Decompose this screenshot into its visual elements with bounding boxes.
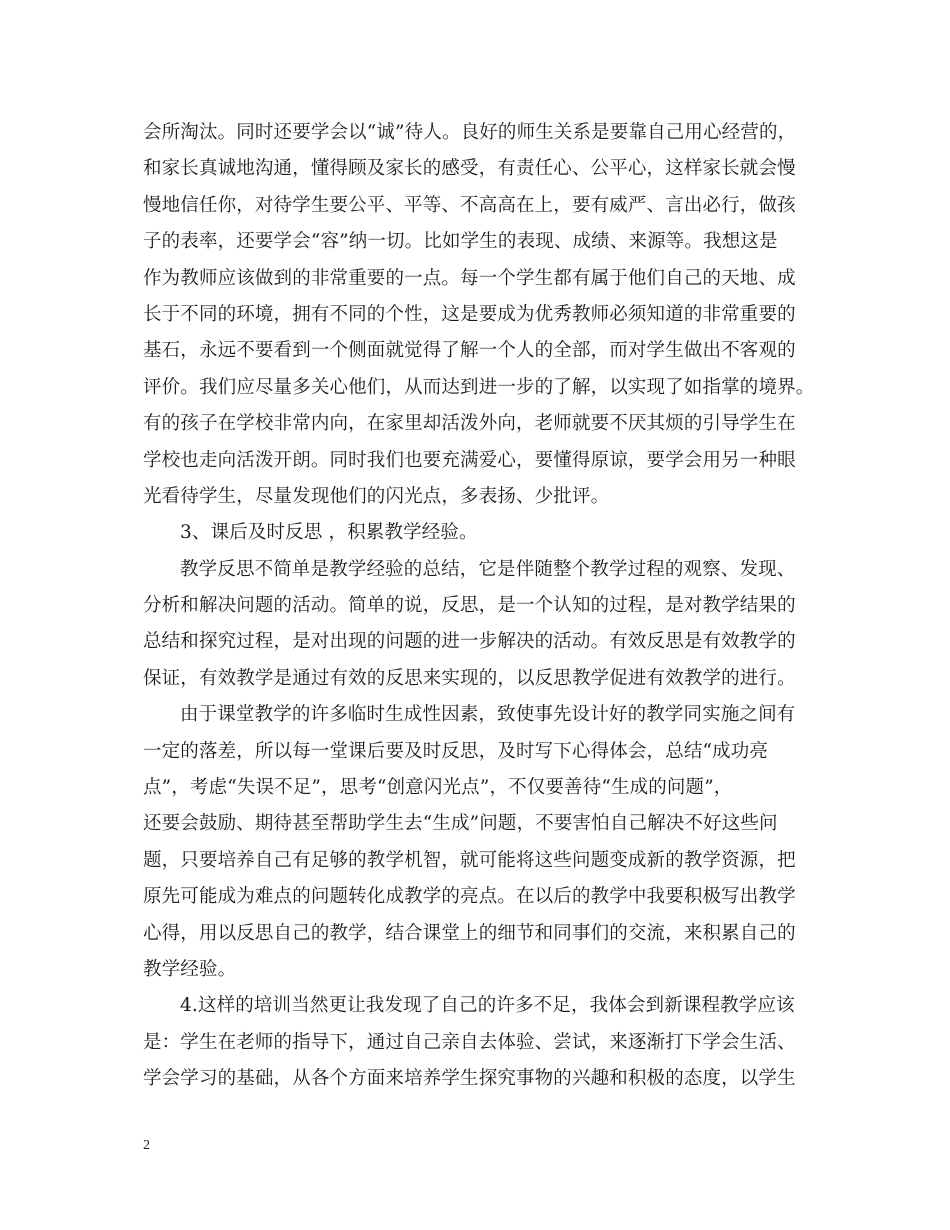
text-line: 光看待学生，尽量发现他们的闪光点，多表扬、少批评。: [143, 485, 610, 507]
text-line: 题，只要培养自己有足够的教学机智，就可能将这些问题变成新的教学资源，把: [143, 849, 796, 871]
document-body: [143, 115, 815, 1098]
text-line: 作为教师应该做到的非常重要的一点。每一个学生都有属于他们自己的天地、成: [143, 267, 796, 289]
text-line: 由于课堂教学的许多临时生成性因素，致使事先设计好的教学同实施之间有: [180, 704, 796, 726]
text-line: 还要会鼓励、期待甚至帮助学生去“生成”问题，不要害怕自己解决不好这些问: [143, 813, 778, 835]
text-line: 会所淘汰。同时还要学会以“诚”待人。良好的师生关系是要靠自己用心经营的，: [143, 122, 797, 143]
text-line: 慢地信任你，对待学生要公平、平等、不高高在上，要有威严、言出必行，做孩: [143, 194, 796, 216]
text-line: 教学经验。: [143, 958, 237, 980]
text-line: 教学反思不简单是教学经验的总结，它是伴随整个教学过程的观察、发现、: [180, 558, 796, 580]
text-line: 4.这样的培训当然更让我发现了自己的许多不足，我体会到新课程教学应该: [180, 995, 795, 1017]
section-heading: 3、课后及时反思 ，积累教学经验。: [180, 522, 478, 544]
text-line: 原先可能成为难点的问题转化成教学的亮点。在以后的教学中我要积极写出教学: [143, 886, 796, 908]
text-line: 和家长真诚地沟通，懂得顾及家长的感受，有责任心、公平心，这样家长就会慢: [143, 158, 796, 180]
text-line: 子的表率，还要学会“容”纳一切。比如学生的表现、成绩、来源等。我想这是: [143, 231, 778, 253]
page-number: 2: [143, 1138, 150, 1153]
text-line: 心得，用以反思自己的教学，结合课堂上的细节和同事们的交流，来积累自己的: [143, 922, 796, 944]
text-line: 学校也走向活泼开朗。同时我们也要充满爱心，要懂得原谅，要学会用另一种眼: [143, 449, 796, 471]
text-line: 分析和解决问题的活动。简单的说，反思，是一个认知的过程，是对教学结果的: [143, 595, 796, 617]
text-line: 有的孩子在学校非常内向，在家里却活泼外向，老师就要不厌其烦的引导学生在: [143, 413, 796, 435]
text-line: 学会学习的基础，从各个方面来培养学生探究事物的兴趣和积极的态度，以学生: [143, 1068, 796, 1090]
text-line: 总结和探究过程，是对出现的问题的进一步解决的活动。有效反思是有效教学的: [143, 631, 796, 653]
text-line: 是：学生在老师的指导下，通过自己亲自去体验、尝试，来逐渐打下学会生活、: [143, 1031, 796, 1053]
text-line: 点”，考虑“失误不足”，思考“创意闪光点”，不仅要善待“生成的问题”，: [143, 777, 733, 799]
text-line: 一定的落差，所以每一堂课后要及时反思，及时写下心得体会，总结“成功亮: [143, 740, 769, 762]
text-line: 评价。我们应尽量多关心他们，从而达到进一步的了解，以实现了如指掌的境界。: [143, 376, 815, 398]
text-line: 基石，永远不要看到一个侧面就觉得了解一个人的全部，而对学生做出不客观的: [143, 340, 796, 362]
text-line: 保证，有效教学是通过有效的反思来实现的，以反思教学促进有效教学的进行。: [143, 667, 796, 689]
text-line: 长于不同的环境，拥有不同的个性，这是要成为优秀教师必须知道的非常重要的: [143, 303, 796, 325]
